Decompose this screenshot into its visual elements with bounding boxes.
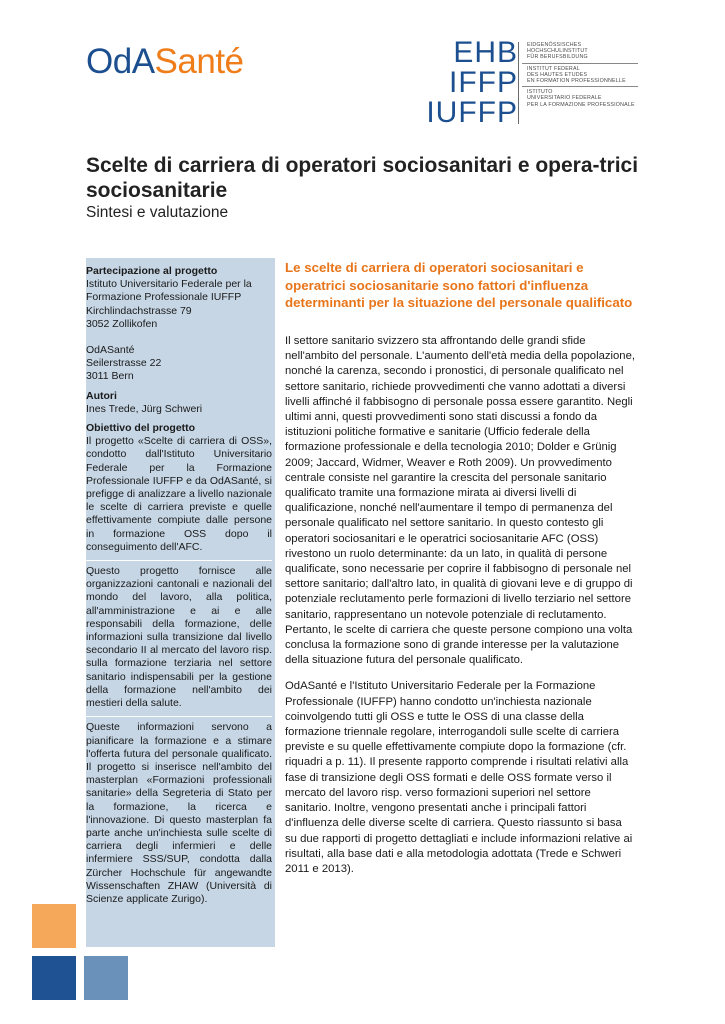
oda-line: Seilerstrasse 22	[86, 357, 162, 370]
logo-sante-part: Santé	[154, 42, 244, 81]
logo-iuffp-line: IUFFP	[426, 96, 518, 129]
logo-iffp-line: IFFP	[449, 66, 518, 99]
sidebar-divider	[86, 560, 272, 561]
decorative-orange-square	[32, 904, 76, 948]
sidebar-content	[86, 265, 272, 906]
logo-text-line: DES HAUTES ETUDES	[527, 71, 588, 78]
oda-line: 3011 Bern	[86, 370, 134, 383]
logo-text-line: ISTITUTO	[527, 89, 553, 96]
logo-text-line: FÜR BERUFSBILDUNG	[527, 54, 588, 61]
page-subtitle: Sintesi e valutazione	[86, 204, 229, 221]
logo-divider	[518, 42, 519, 124]
institution-line: Formazione Professionale IUFFP	[86, 291, 242, 304]
obiettivo-paragraph: Il progetto «Scelte di carriera di OSS», condotto dall'Istituto Universitario Federale per la Formazione Professionale IUFFP e da OdASanté, si prefigge di analizzare a livello nazionale le scelte di carriera previste e quelle effettivamente compiute dalle persone in formazione OSS dopo il conseguimento dell'AFC.	[86, 435, 272, 553]
logo-text-line: UNIVERSITARIO FEDERALE	[527, 95, 602, 102]
obiettivo-heading: Obiettivo del progetto	[86, 422, 196, 435]
oda-line: OdASanté	[86, 344, 135, 357]
logo-oda-part: OdA	[86, 42, 155, 81]
logo-french-name	[522, 63, 638, 87]
institution-line: Kirchlindachstrasse 79	[86, 304, 192, 317]
body-paragraph: Il settore sanitario svizzero sta affrontando delle grandi sfide nell'ambito del personale. L'aumento dell'età media della popolazione, nonché la carenza, secondo i pronostici, di personale qualificato nel settore sanitario, richiede provvedimenti che vanno adottati a diversi livelli affinché il fabbisogno di personale possa essere garantito. Negli ultimi anni, questi provvedimenti sono stati discussi a fondo da istituzioni politiche formative e sanitarie (Ufficio federale della formazione professionale e della tecnologia 2010; Dolder e Grünig 2009; Jaccard, Widmer, Weaver e Roth 2009). Un provvedimento centrale consiste nel garantire la crescita del personale sanitario qualificato tramite una formazione mirata ai diversi livelli di qualificazione, nonché nell'aumentare il tempo di permanenza del personale qualificato nel settore sanitario. In questo contesto gli operatori sociosanitari e le operatrici sociosanitarie AFC (OSS) rivestono un ruolo determinante: da un lato, in qualità di persone qualificate, sono necessarie per coprire il fabbisogno di personale nel settore sanitario; dall'altro lato, in qualità di giovani leve e di gruppo di potenziale reclutamento perle formazioni di livello terziario nel settore sanitario, rappresentano un notevole potenziale di reclutamento. Pertanto, le scelte di carriera che queste persone compiono una volta conclusa la formazione sono di grande interesse per la valutazione della situazione futura del personale qualificato.	[285, 335, 636, 667]
logo-ehb-line: EHB	[453, 36, 518, 69]
odasante-logo	[86, 42, 244, 82]
decorative-navy-square	[32, 956, 76, 1000]
institution-line: 3052 Zollikofen	[86, 317, 158, 330]
logo-text-line: HOCHSCHULINSTITUT	[527, 48, 588, 55]
autori-heading: Autori	[86, 389, 117, 402]
logo-german-name	[522, 42, 638, 63]
main-heading: Le scelte di carriera di operatori sociosanitari e operatrici sociosanitarie sono fattori d'influenza determinanti per la situazione del personale qualificato	[285, 260, 633, 311]
body-paragraph: OdASanté e l'Istituto Universitario Federale per la Formazione Professionale (IUFFP) hanno condotto un'inchiesta nazionale coinvolgendo tutti gli OSS e tutte le OSS di una classe della formazione triennale regolare, interrogandoli sulle scelte di carriera previste e su quelle effettivamente compiute dopo la formazione (cfr. riquadri a p. 11). Il presente rapporto comprende i risultati relativi alla fase di transizione degli OSS formati e delle OSS formate verso il mercato del lavoro risp. verso formazioni superiori nel settore sanitario. Inoltre, vengono presentati anche i principali fattori d'influenza delle diverse scelte di carriera. Questo riassunto si basa su due rapporti di progetto dettagliati e include informazioni relative ai risultati, alla base dati e alla metodologia adottata (Trede e Schweri 2011 e 2013).	[285, 680, 633, 875]
page-title: Scelte di carriera di operatori sociosanitari e opera-trici sociosanitarie	[86, 154, 639, 202]
logo-text-line: EIDGENÖSSISCHES	[527, 42, 582, 48]
logo-text-line: PER LA FORMAZIONE PROFESSIONALE	[527, 101, 635, 108]
autori-names: Ines Trede, Jürg Schweri	[86, 402, 203, 415]
decorative-blue-square	[84, 956, 128, 1000]
ehb-iffp-iuffp-logo	[418, 38, 518, 128]
logo-italian-name	[522, 86, 638, 110]
sidebar-divider	[86, 716, 272, 717]
partecipazione-heading: Partecipazione al progetto	[86, 265, 218, 277]
logo-text-line: EN FORMATION PROFESSIONNELLE	[527, 78, 626, 85]
obiettivo-paragraph: Questo progetto fornisce alle organizzazioni cantonali e nazionali del mondo del lavoro, alla politica, all'amministrazione e ai e alle responsabili della formazione, delle informazioni sulla transizione dal livello secondario II al mercato del lavoro risp. sulla formazione terziaria nel settore sanitario indispensabili per la gestione della formazione nell'ambito dei mestieri della salute.	[86, 565, 272, 710]
logo-institute-names	[522, 42, 638, 110]
logo-text-line: INSTITUT FEDERAL	[527, 65, 580, 72]
institution-line: Istituto Universitario Federale per la	[86, 278, 252, 291]
main-body	[285, 334, 635, 888]
obiettivo-paragraph: Queste informazioni servono a pianificare la formazione e a stimare l'offerta futura del personale qualificato. Il progetto si inserisce nell'ambito del masterplan «Formazioni professionali sanitarie» della Segreteria di Stato per la formazione, la ricerca e l'innovazione. Di questo masterplan fa parte anche un'inchiesta sulle scelte di carriera degli infermieri e delle infermiere SSS/SUP, condotta dalla Zürcher Hochschule für angewandte Wissenschaften ZHAW (Università di Scienze applicate Zurigo).	[86, 721, 272, 905]
